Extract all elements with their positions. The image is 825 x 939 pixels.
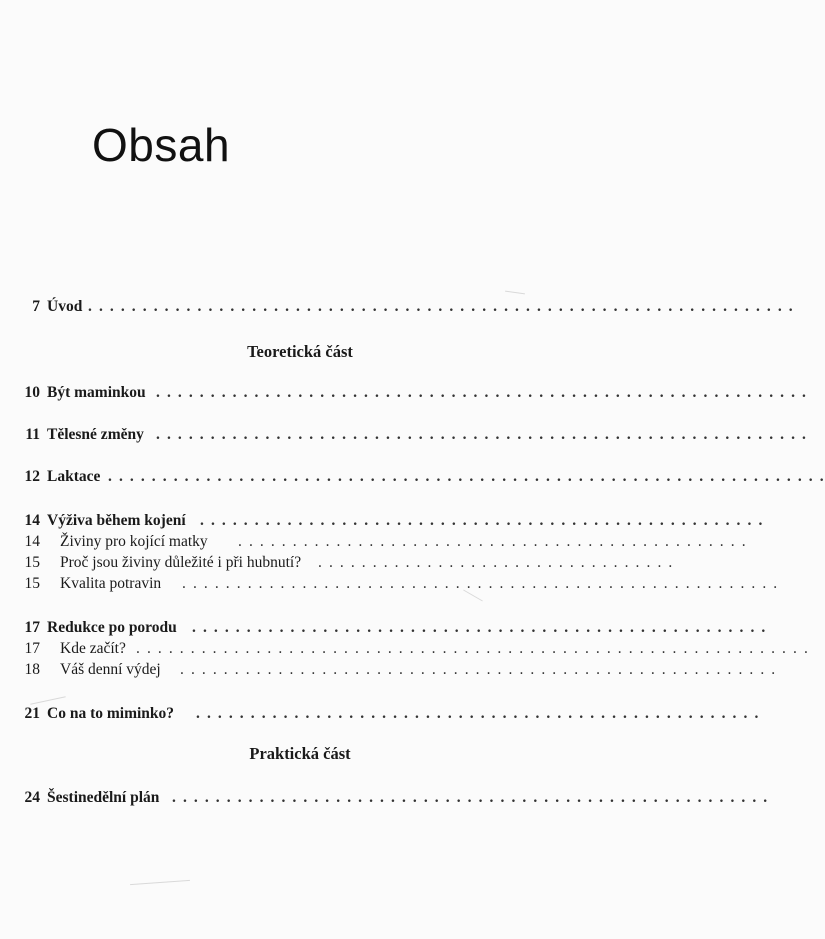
leader-dots: . . . . . . . . . . . . . . . . . . . . . . . . . . . . . . . . . . . . . . . . . . . . . . . . . . . . . . . . . . . . <box>156 426 808 443</box>
toc-entry-uvod[interactable] <box>0 296 795 318</box>
toc-entry-label: Kde začít? <box>60 638 129 660</box>
toc-entry-label: Co na to miminko? <box>47 703 177 725</box>
section-heading-teoreticka: Teoretická část <box>247 342 353 361</box>
toc-page-number: 21 <box>0 703 40 725</box>
toc-entry-label: Být maminkou <box>47 382 149 404</box>
toc-entry-kde-zacit[interactable] <box>0 638 810 660</box>
leader-dots: . . . . . . . . . . . . . . . . . . . . . . . . . . . . . . . . . . . . . . . . . . . . . . . . . . . . <box>200 512 764 529</box>
toc-page-number: 15 <box>0 552 40 574</box>
leader-dots: . . . . . . . . . . . . . . . . . . . . . . . . . . . . . . . . . <box>318 554 674 571</box>
section-heading-prakticka: Praktická část <box>249 744 351 763</box>
toc-entry-telesne-zmeny[interactable] <box>0 424 808 446</box>
toc-page-number: 11 <box>0 424 40 446</box>
toc-page-number: 12 <box>0 466 40 488</box>
leader-dots: . . . . . . . . . . . . . . . . . . . . . . . . . . . . . . . . . . . . . . . . . . . . . . . . . . . . . . . <box>180 661 777 678</box>
leader-dots: . . . . . . . . . . . . . . . . . . . . . . . . . . . . . . . . . . . . . . . . . . . . . . . . . . . . . . . . . . . . <box>156 384 808 401</box>
toc-entry-byt-maminkou[interactable] <box>0 382 808 404</box>
toc-entry-label: Výživa během kojení <box>47 510 189 532</box>
toc-entry-label: Šestinedělní plán <box>47 787 162 809</box>
toc-page-number: 17 <box>0 617 40 639</box>
toc-page-number: 14 <box>0 510 40 532</box>
leader-dots: . . . . . . . . . . . . . . . . . . . . . . . . . . . . . . . . . . . . . . . . . . . . . . . . . . . . . . . . . . . . . . . . . . <box>108 468 825 485</box>
leader-dots: . . . . . . . . . . . . . . . . . . . . . . . . . . . . . . . . . . . . . . . . . . . . . . . . . . . . . . . <box>172 789 769 806</box>
toc-page-number: 7 <box>0 296 40 318</box>
leader-dots: . . . . . . . . . . . . . . . . . . . . . . . . . . . . . . . . . . . . . . . . . . . . . . . . . . . . . . . <box>182 575 779 592</box>
toc-entry-label: Tělesné změny <box>47 424 147 446</box>
toc-entry-label: Úvod <box>47 296 85 318</box>
toc-entry-laktace[interactable] <box>0 466 825 488</box>
toc-page-number: 24 <box>0 787 40 809</box>
leader-dots: . . . . . . . . . . . . . . . . . . . . . . . . . . . . . . . . . . . . . . . . . . . . . . . . . . . . . . . . . . . . . . . . . <box>88 298 795 315</box>
leader-dots: . . . . . . . . . . . . . . . . . . . . . . . . . . . . . . . . . . . . . . . . . . . . . . . . . . . . <box>196 705 760 722</box>
toc-entry-label: Váš denní výdej <box>60 659 164 681</box>
toc-entry-label: Proč jsou živiny důležité i při hubnutí? <box>60 552 304 574</box>
leader-dots: . . . . . . . . . . . . . . . . . . . . . . . . . . . . . . . . . . . . . . . . . . . . . . . . . . . . . <box>192 619 767 636</box>
toc-entry-sestinedelni-plan[interactable] <box>0 787 769 809</box>
toc-entry-ziviny[interactable] <box>0 531 748 553</box>
toc-entry-redukce[interactable] <box>0 617 767 639</box>
toc-entry-co-na-to-miminko[interactable] <box>0 703 760 725</box>
toc-page-number: 15 <box>0 573 40 595</box>
toc-page-number: 14 <box>0 531 40 553</box>
toc-entry-label: Redukce po porodu <box>47 617 180 639</box>
toc-page-number: 10 <box>0 382 40 404</box>
page-title: Obsah <box>92 119 231 171</box>
toc-entry-label: Živiny pro kojící matky <box>60 531 211 553</box>
toc-entry-vyziva[interactable] <box>0 510 764 532</box>
leader-dots: . . . . . . . . . . . . . . . . . . . . . . . . . . . . . . . . . . . . . . . . . . . . . . . . . . . . . . . . . . . . . . <box>136 640 810 657</box>
toc-entry-proc-ziviny[interactable] <box>0 552 674 574</box>
toc-entry-kvalita[interactable] <box>0 573 779 595</box>
toc-entry-label: Kvalita potravin <box>60 573 164 595</box>
toc-entry-vas-denni-vydej[interactable] <box>0 659 777 681</box>
toc-page-number: 17 <box>0 638 40 660</box>
toc-page-number: 18 <box>0 659 40 681</box>
toc-entry-label: Laktace <box>47 466 103 488</box>
leader-dots: . . . . . . . . . . . . . . . . . . . . . . . . . . . . . . . . . . . . . . . . . . . . . . . <box>238 533 748 550</box>
